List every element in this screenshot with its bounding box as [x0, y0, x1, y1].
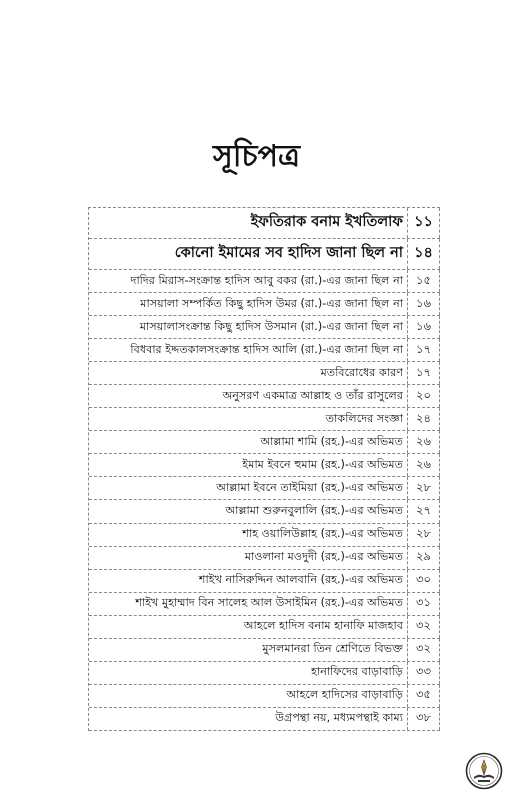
toc-entry-title: মাসয়ালাসংক্রান্ত কিছু হাদিস উসমান (রা.)-এর জানা ছিল না	[89, 316, 408, 338]
toc-page-number: ২০	[408, 385, 440, 407]
toc-entry-title: তাকলিদের সংজ্ঞা	[89, 408, 408, 430]
toc-row	[89, 339, 440, 362]
toc-page-number: ২৯	[408, 547, 440, 569]
toc-entry-title: শাহ ওয়ালিউল্লাহ (রহ.)-এর অভিমত	[89, 524, 408, 546]
toc-row	[89, 408, 440, 431]
book-pen-logo-icon	[465, 752, 503, 790]
toc-entry-title: উগ্রপন্থা নয়, মধ্যমপন্থাই কাম্য	[89, 708, 408, 730]
toc-row	[89, 477, 440, 500]
toc-row	[89, 662, 440, 685]
toc-page-number: ২৬	[408, 431, 440, 453]
toc-entry-title: মতবিরোধের কারণ	[89, 362, 408, 384]
toc-page-number: ৩৫	[408, 685, 440, 707]
toc-entry-title: হানাফিদের বাড়াবাড়ি	[89, 662, 408, 684]
toc-entry-title: শাইখ নাসিরুদ্দিন আলবানি (রহ.)-এর অভিমত	[89, 570, 408, 592]
toc-row	[89, 208, 440, 239]
toc-row	[89, 616, 440, 639]
toc-entry-title: ইফতিরাক বনাম ইখতিলাফ	[89, 208, 408, 238]
toc-entry-title: মুসলমানরা তিন শ্রেণিতে বিভক্ত	[89, 639, 408, 661]
toc-page-number: ৩২	[408, 639, 440, 661]
toc-row	[89, 639, 440, 662]
toc-entry-title: অনুসরণ একমাত্র আল্লাহ ও তাঁর রাসুলের	[89, 385, 408, 407]
toc-row	[89, 708, 440, 731]
toc-page-number: ৩০	[408, 570, 440, 592]
toc-page-number: ২৪	[408, 408, 440, 430]
toc-row	[89, 500, 440, 523]
toc-page-number: ৩৮	[408, 708, 440, 730]
toc-page-number: ১৫	[408, 270, 440, 292]
toc-page-number: ২৮	[408, 524, 440, 546]
toc-row	[89, 239, 440, 270]
toc-page-number: ১৪	[408, 239, 440, 269]
toc-entry-title: আল্লামা ইবনে তাইমিয়া (রহ.)-এর অভিমত	[89, 477, 408, 499]
toc-entry-title: শাইখ মুহাম্মাদ বিন সালেহ আল উসাইমিন (রহ.)-এর অভিমত	[89, 593, 408, 615]
toc-entry-title: আল্লামা শুরুনবুলালি (রহ.)-এর অভিমত	[89, 500, 408, 522]
toc-row	[89, 362, 440, 385]
toc-page-number: ১৬	[408, 316, 440, 338]
toc-entry-title: আল্লামা শামি (রহ.)-এর অভিমত	[89, 431, 408, 453]
toc-page-number: ১৭	[408, 362, 440, 384]
toc-row	[89, 454, 440, 477]
page-title: সূচিপত্র	[213, 139, 300, 174]
toc-entry-title: আহলে হাদিসের বাড়াবাড়ি	[89, 685, 408, 707]
toc-entry-title: আহলে হাদিস বনাম হানাফি মাজহাব	[89, 616, 408, 638]
toc-page-number: ১৭	[408, 339, 440, 361]
toc-entry-title: ইমাম ইবনে হুমাম (রহ.)-এর অভিমত	[89, 454, 408, 476]
toc-page-number: ৩৩	[408, 662, 440, 684]
toc-page-number: ২৮	[408, 477, 440, 499]
toc-page-number: ৩১	[408, 593, 440, 615]
toc-entry-title: কোনো ইমামের সব হাদিস জানা ছিল না	[89, 239, 408, 269]
toc-entry-title: মাওলানা মওদুদী (রহ.)-এর অভিমত	[89, 547, 408, 569]
toc-entry-title: দাদির মিরাস-সংক্রান্ত হাদিস আবু বকর (রা.)-এর জানা ছিল না	[89, 270, 408, 292]
toc-row	[89, 547, 440, 570]
toc-row	[89, 524, 440, 547]
toc-row	[89, 570, 440, 593]
toc-row	[89, 431, 440, 454]
toc-row	[89, 685, 440, 708]
toc-page-number: ১১	[408, 208, 440, 238]
toc-row	[89, 293, 440, 316]
toc-row	[89, 385, 440, 408]
table-of-contents	[88, 207, 440, 731]
toc-entry-title: বিধবার ইদ্দতকালসংক্রান্ত হাদিস আলি (রা.)-এর জানা ছিল না	[89, 339, 408, 361]
toc-row	[89, 270, 440, 293]
toc-row	[89, 593, 440, 616]
toc-page-number: ১৬	[408, 293, 440, 315]
toc-row	[89, 316, 440, 339]
toc-page-number: ৩২	[408, 616, 440, 638]
toc-entry-title: মাসয়ালা সম্পর্কিত কিছু হাদিস উমর (রা.)-এর জানা ছিল না	[89, 293, 408, 315]
toc-page-number: ২৭	[408, 500, 440, 522]
toc-page-number: ২৬	[408, 454, 440, 476]
